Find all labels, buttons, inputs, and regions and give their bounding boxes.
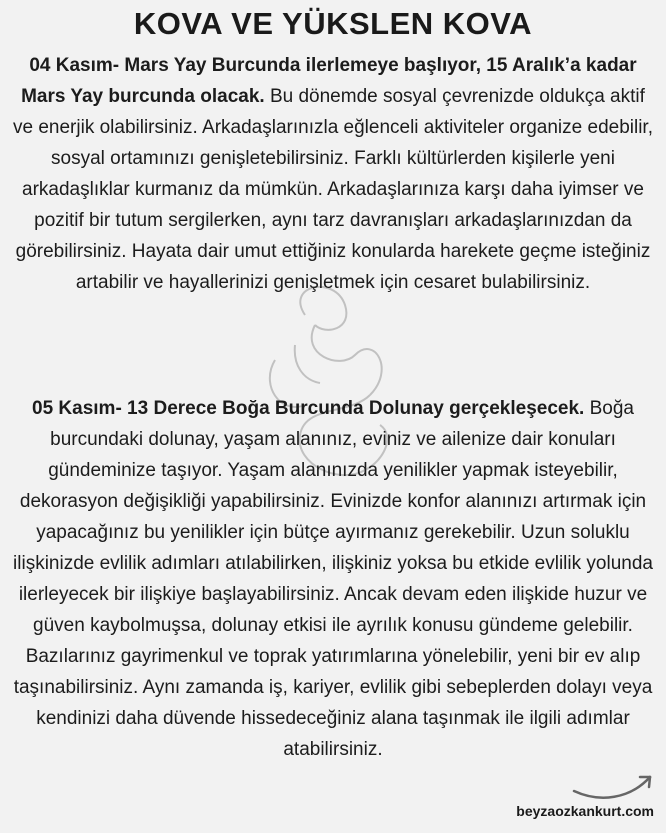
- section-body: Boğa burcundaki dolunay, yaşam alanınız, eviniz ve ailenize dair konuları gündeminize taşıyor. Yaşam alanınızda yenilikler yapmak isteyebilir, dekorasyon değişikliği yapabilirsiniz. Evinizde konfor alanınızı artırmak için yapacağınız bu yenilikler için bütçe ayırmanız gerekebilir. Uzun soluklu ilişkinizde evlilik adımları atılabilirken, ilişkiniz yoksa bu etkide evlilik yolunda ilerleyecek bir ilişkiye başlayabilirsiniz. Ancak devam eden ilişkide huzur ve güven kaybolmuşsa, dolunay etkisi ile ayrılık konusu gündeme gelebilir. Bazılarınız gayrimenkul ve toprak yatırımlarına yönelebilir, yeni bir ev alıp taşınabilirsiniz. Aynı zamanda iş, kariyer, evlilik gibi sebeplerden dolayı veya kendinizi daha düvende hissedeceğiniz alana taşınmak ile ilgili adımlar atabilirsiniz.: [13, 398, 653, 760]
- section-mars-sagittarius: [10, 50, 656, 298]
- page-title: KOVA VE YÜKSLEN KOVA: [133, 6, 533, 41]
- section-body: Bu dönemde sosyal çevrenizde oldukça aktif ve enerjik olabilirsiniz. Arkadaşlarınızla eğlenceli aktiviteler organize edebilir, sosyal ortamınızı genişletebilirsiniz. Farklı kültürlerden kişilerle yeni arkadaşlıklar kurmanız da mümkün. Arkadaşlarınıza karşı daha iyimser ve pozitif bir tutum sergilerken, aynı tarz davranışları arkadaşlarınızdan da görebilirsiniz. Hayata dair umut ettiğiniz konularda harekete geçme isteğiniz artabilir ve hayallerinizi genişletmek için cesaret bulabilirsiniz.: [13, 86, 653, 293]
- section-heading: 04 Kasım- Mars Yay Burcunda ilerlemeye başlıyor, 15 Aralık’a kadar Mars Yay burcunda olacak.: [21, 55, 637, 107]
- section-full-moon-taurus: [10, 393, 656, 765]
- curved-arrow-icon: [570, 763, 658, 803]
- section-heading: 05 Kasım- 13 Derece Boğa Burcunda Dolunay gerçekleşecek.: [32, 398, 585, 419]
- website-link[interactable]: beyzaozkankurt.com: [516, 803, 654, 819]
